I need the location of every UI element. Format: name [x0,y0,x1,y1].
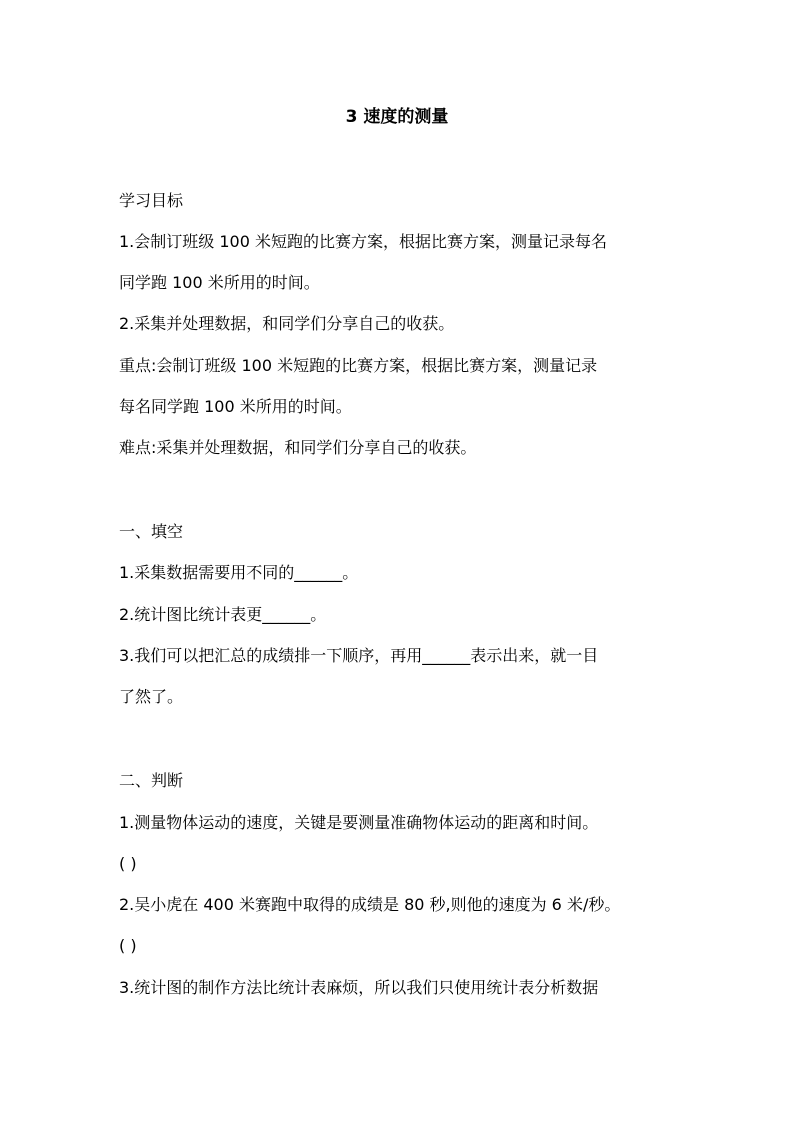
objective-1-line-2: 同学跑 100 米所用的时间。 [119,273,320,292]
difficulty-point: 难点:采集并处理数据，和同学们分享自己的收获。 [119,438,477,457]
key-point-line-1: 重点:会制订班级 100 米短跑的比赛方案，根据比赛方案，测量记录 [119,356,598,375]
judge-question-2: 2.吴小虎在 400 米赛跑中取得的成绩是 80 秒,则他的速度为 6 米/秒。 [119,895,621,914]
judge-heading: 二、判断 [119,771,184,790]
objectives-heading: 学习目标 [119,191,184,210]
fill-blank-question-3-line-1: 3.我们可以把汇总的成绩排一下顺序，再用______表示出来，就一目 [119,646,599,665]
fill-blank-question-3-line-2: 了然了。 [119,687,184,706]
judge-answer-1: ( ) [119,854,137,873]
fill-blank-question-1: 1.采集数据需要用不同的______。 [119,563,359,582]
fill-blank-question-2: 2.统计图比统计表更______。 [119,605,327,624]
judge-question-1: 1.测量物体运动的速度，关键是要测量准确物体运动的距离和时间。 [119,813,599,832]
objective-2: 2.采集并处理数据，和同学们分享自己的收获。 [119,314,455,333]
judge-question-3: 3.统计图的制作方法比统计表麻烦，所以我们只使用统计表分析数据 [119,978,599,997]
objective-1-line-1: 1.会制订班级 100 米短跑的比赛方案，根据比赛方案，测量记录每名 [119,232,607,251]
page-title: 3 速度的测量 [345,107,449,127]
key-point-line-2: 每名同学跑 100 米所用的时间。 [119,397,352,416]
fill-blank-heading: 一、填空 [119,522,184,541]
judge-answer-2: ( ) [119,936,137,955]
